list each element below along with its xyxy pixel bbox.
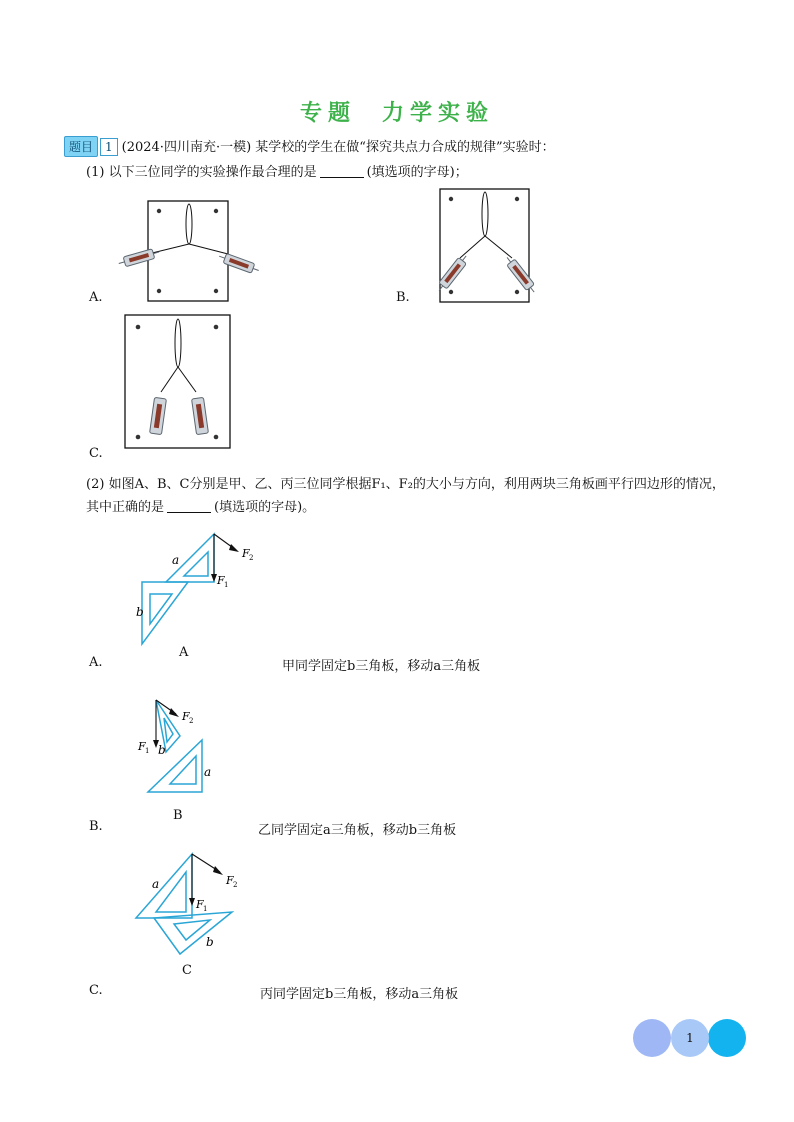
figure-2c-letter: C	[182, 963, 192, 978]
pager-circle-left	[633, 1019, 671, 1057]
pin	[214, 289, 218, 293]
label-f2: F	[182, 710, 190, 723]
label-b: b	[206, 935, 214, 949]
arrow-f2-head	[213, 866, 223, 875]
label-a: a	[204, 765, 212, 779]
part2-line1	[86, 473, 725, 492]
pin	[157, 209, 161, 213]
question-tag: 题目	[64, 136, 98, 157]
pin	[136, 325, 141, 330]
part2-label: (2)	[86, 477, 105, 492]
figure-1a	[118, 196, 268, 306]
triangle-b	[142, 582, 188, 644]
part2-option-b-caption: 乙同学固定a三角板，移动b三角板	[258, 823, 457, 838]
question-header	[64, 136, 555, 157]
pin	[449, 290, 453, 294]
arrow-f2-head	[229, 544, 239, 552]
pin	[449, 197, 453, 201]
part2-line2-after: (填选项的字母)。	[214, 500, 316, 515]
pin	[214, 325, 219, 330]
page-number: 1	[671, 1019, 709, 1057]
label-f1-sub: 1	[224, 581, 229, 589]
figure-2a	[128, 530, 268, 650]
question-number: 1	[100, 138, 118, 156]
answer-blank-2[interactable]	[167, 500, 211, 513]
part1-label: (1)	[86, 165, 105, 180]
arrow-f1-head	[189, 898, 195, 906]
title-left: 专题	[299, 100, 356, 126]
title-right: 力学实验	[382, 100, 495, 126]
part1-text-after: (填选项的字母)；	[366, 165, 468, 180]
pin	[214, 209, 218, 213]
part2-line2	[86, 496, 315, 515]
question-stem: 某学校的学生在做“探究共点力合成的规律”实验时：	[255, 140, 555, 155]
board	[125, 315, 230, 448]
answer-blank-1[interactable]	[320, 165, 364, 178]
figure-2a-letter: A	[179, 645, 189, 660]
part1-line	[86, 161, 468, 180]
label-f2-sub: 2	[189, 717, 194, 725]
figure-2b-letter: B	[173, 808, 183, 823]
part2-line1-text: 如图A、B、C分别是甲、乙、丙三位同学根据F₁、F₂的大小与方向，利用两块三角板画平行四边形的情况，	[108, 477, 725, 492]
pin	[515, 197, 519, 201]
label-f2: F	[226, 874, 234, 887]
label-f2-sub: 2	[249, 554, 254, 562]
figure-2c	[132, 850, 252, 965]
label-f2-sub: 2	[233, 881, 238, 889]
label-f2: F	[242, 547, 250, 560]
label-b: b	[136, 605, 144, 619]
pin	[157, 289, 161, 293]
arrow-f2-head	[169, 708, 179, 717]
part1-option-b-label: B.	[396, 290, 410, 305]
triangle-a	[148, 740, 202, 792]
part1-option-a-label: A.	[89, 290, 103, 305]
part2-option-b-label: B.	[89, 819, 103, 834]
figure-1c	[122, 312, 234, 452]
label-f1-sub: 1	[203, 905, 208, 913]
part2-option-c-label: C.	[89, 983, 103, 998]
label-f1-sub: 1	[145, 747, 150, 755]
part2-option-c-caption: 丙同学固定b三角板，移动a三角板	[260, 987, 459, 1002]
label-f1: F	[138, 740, 146, 753]
part2-line2-before: 其中正确的是	[86, 500, 165, 515]
question-source: (2024·四川南充·一模)	[121, 140, 252, 155]
part1-text-before: 以下三位同学的实验操作最合理的是	[108, 165, 317, 180]
part2-option-a-label: A.	[89, 655, 103, 670]
part2-option-a-caption: 甲同学固定b三角板，移动a三角板	[282, 659, 481, 674]
pin	[136, 435, 141, 440]
triangle-a	[136, 854, 192, 918]
pager-circle-right	[708, 1019, 746, 1057]
label-f1: F	[217, 574, 225, 587]
pin	[214, 435, 219, 440]
label-a: a	[172, 553, 180, 567]
page-title	[0, 96, 794, 127]
label-a: a	[152, 877, 160, 891]
board	[440, 189, 529, 302]
figure-1b	[430, 186, 540, 306]
figure-2b	[140, 696, 240, 806]
part1-option-c-label: C.	[89, 446, 103, 461]
label-f1: F	[196, 898, 204, 911]
pin	[515, 290, 519, 294]
label-b: b	[158, 743, 166, 757]
